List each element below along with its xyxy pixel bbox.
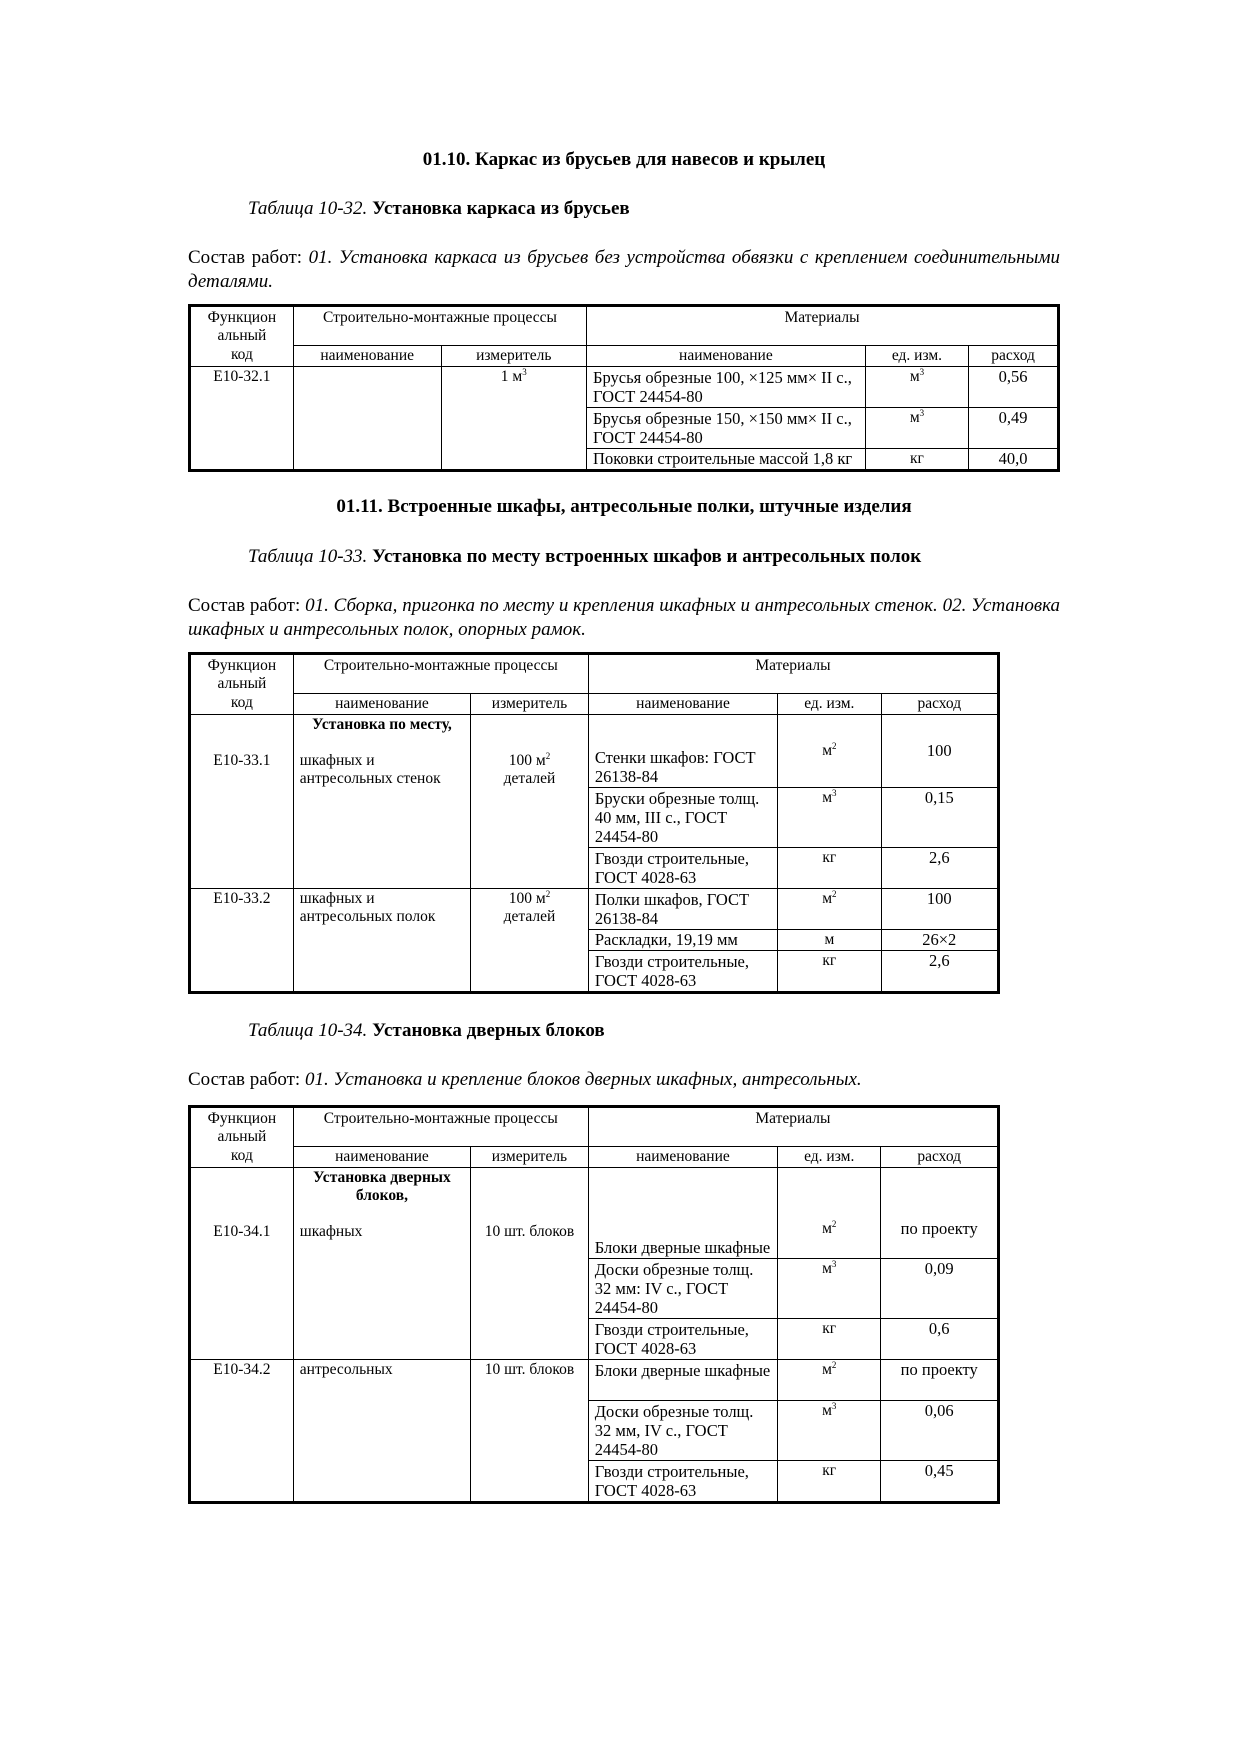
meter-cell: 10 шт. блоков	[471, 1359, 589, 1502]
material-unit: кг	[778, 1460, 881, 1502]
header-mat-rate: расход	[881, 1146, 999, 1167]
sostav-text: 01. Установка каркаса из брусьев без устройства обвязки с креплением соединительными деталями.	[188, 247, 1061, 292]
table-row	[190, 888, 999, 929]
material-unit: $м^3$	[865, 366, 969, 407]
material-rate: 26×2	[881, 929, 998, 950]
sostav-label: Состав работ:	[188, 247, 303, 268]
material-rate: 100	[881, 714, 998, 787]
header-proc-meter: измеритель	[471, 693, 589, 714]
material-rate: 0,56	[969, 366, 1059, 407]
proc-cell: шкафных и антресольных полок	[293, 888, 470, 992]
meter-cell: 100 $м^2$ деталей	[471, 888, 589, 992]
meter-cell: 100 $м^2$ деталей	[471, 714, 589, 888]
header-mat-unit: ед. изм.	[865, 345, 969, 366]
section-title-01-10: 01.10. Каркас из брусьев для навесов и крылец	[422, 149, 826, 170]
header-proc-meter: измеритель	[441, 345, 587, 366]
work-composition-10-34	[188, 1068, 1060, 1092]
material-rate: 0,09	[881, 1258, 999, 1318]
table-10-32-heading	[248, 198, 630, 220]
table-row	[190, 1359, 999, 1400]
material-name: Стенки шкафов: ГОСТ 26138-84	[588, 714, 777, 787]
material-name: Гвозди строительные, ГОСТ 4028-63	[588, 1460, 777, 1502]
table-title: Установка каркаса из брусьев	[372, 198, 630, 219]
material-name: Доски обрезные толщ. 32 мм, IV с., ГОСТ 24454-80	[588, 1400, 777, 1460]
header-code-suffix: код	[190, 345, 294, 366]
proc-cell: Установка дверных блоков, шкафных	[293, 1167, 470, 1359]
header-materials: Материалы	[588, 1107, 998, 1147]
code-cell: Е10-34.2	[190, 1359, 294, 1502]
material-name: Гвозди строительные, ГОСТ 4028-63	[588, 1318, 777, 1359]
header-materials: Материалы	[588, 654, 998, 694]
material-rate: 0,15	[881, 787, 998, 847]
table-row	[190, 366, 1059, 407]
material-rate: 0,45	[881, 1460, 999, 1502]
material-rate: 100	[881, 888, 998, 929]
header-materials: Материалы	[587, 306, 1059, 346]
code-cell: Е10-33.1	[190, 714, 294, 888]
material-name: Гвозди строительные, ГОСТ 4028-63	[588, 847, 777, 888]
sostav-text: 01. Сборка, пригонка по месту и крепления шкафных и антресольных стенок. 02. Установка шкафных и антресольных полок, опорных рамок.	[188, 595, 1060, 640]
table-title: Установка по месту встроенных шкафов и антресольных полок	[372, 546, 922, 567]
group-title: Установка по месту,	[312, 715, 452, 733]
material-rate: по проекту	[881, 1359, 999, 1400]
table-10-33-heading	[248, 546, 921, 568]
material-unit: $м^3$	[778, 1258, 881, 1318]
material-rate: 2,6	[881, 950, 998, 992]
header-processes: Строительно-монтажные процессы	[293, 306, 586, 346]
material-name: Брусья обрезные 100, ×125 мм× II с., ГОСТ 24454-80	[587, 366, 866, 407]
header-mat-name: наименование	[588, 693, 777, 714]
header-proc-meter: измеритель	[471, 1146, 589, 1167]
material-rate: 0,49	[969, 407, 1059, 448]
header-code-suffix: код	[190, 1146, 294, 1167]
material-rate: 40,0	[969, 448, 1059, 470]
proc-cell: Установка по месту, шкафных и антресольных стенок	[293, 714, 470, 888]
section-title-01-11: 01.11. Встроенные шкафы, антресольные полки, штучные изделия	[336, 496, 912, 517]
work-composition-10-33	[188, 594, 1060, 642]
header-code: Функцион альный	[190, 654, 294, 694]
material-name: Блоки дверные шкафные	[588, 1359, 777, 1400]
meter-cell: 1 $м^3$	[441, 366, 587, 470]
table-10-33	[188, 652, 1000, 994]
material-name: Раскладки, 19,19 мм	[588, 929, 777, 950]
header-proc-name: наименование	[293, 1146, 470, 1167]
table-row	[190, 1167, 999, 1258]
work-composition-10-32	[188, 246, 1060, 294]
proc-cell	[293, 366, 441, 470]
header-mat-name: наименование	[587, 345, 866, 366]
code-cell: Е10-33.2	[190, 888, 294, 992]
header-proc-name: наименование	[293, 345, 441, 366]
material-rate: 0,6	[881, 1318, 999, 1359]
table-row	[190, 714, 999, 787]
material-rate: 2,6	[881, 847, 998, 888]
header-processes: Строительно-монтажные процессы	[293, 1107, 588, 1147]
table-title: Установка дверных блоков	[372, 1020, 605, 1041]
material-rate: по проекту	[881, 1167, 999, 1258]
material-unit: $м^2$	[778, 1359, 881, 1400]
sostav-label: Состав работ:	[188, 595, 301, 616]
material-unit: $м^3$	[865, 407, 969, 448]
sostav-label: Состав работ:	[188, 1069, 301, 1090]
header-mat-rate: расход	[969, 345, 1059, 366]
header-mat-unit: ед. изм.	[778, 693, 881, 714]
material-unit: кг	[778, 847, 881, 888]
material-name: Бруски обрезные толщ. 40 мм, III с., ГОСТ 24454-80	[588, 787, 777, 847]
table-caption: Таблица 10-32.	[248, 198, 368, 219]
meter-cell: 10 шт. блоков	[471, 1167, 589, 1359]
table-10-34	[188, 1105, 1000, 1504]
header-code: Функцион альный	[190, 306, 294, 346]
header-processes: Строительно-монтажные процессы	[293, 654, 588, 694]
material-unit: кг	[865, 448, 969, 470]
material-name: Гвозди строительные, ГОСТ 4028-63	[588, 950, 777, 992]
material-name: Брусья обрезные 150, ×150 мм× II с., ГОСТ 24454-80	[587, 407, 866, 448]
material-name: Поковки строительные массой 1,8 кг	[587, 448, 866, 470]
table-caption: Таблица 10-34.	[248, 1020, 368, 1041]
proc-cell: антресольных	[293, 1359, 470, 1502]
header-mat-unit: ед. изм.	[778, 1146, 881, 1167]
material-unit: $м^3$	[778, 1400, 881, 1460]
material-name: Полки шкафов, ГОСТ 26138-84	[588, 888, 777, 929]
material-name: Доски обрезные толщ. 32 мм: IV с., ГОСТ 24454-80	[588, 1258, 777, 1318]
material-unit: кг	[778, 950, 881, 992]
table-caption: Таблица 10-33.	[248, 546, 368, 567]
header-mat-name: наименование	[588, 1146, 777, 1167]
code-cell: Е10-32.1	[190, 366, 294, 470]
header-mat-rate: расход	[881, 693, 998, 714]
material-unit: кг	[778, 1318, 881, 1359]
material-unit: $м^2$	[778, 888, 881, 929]
material-unit: $м^2$	[778, 714, 881, 787]
table-10-34-heading	[248, 1020, 605, 1042]
table-10-32	[188, 304, 1060, 472]
code-cell: Е10-34.1	[190, 1167, 294, 1359]
header-code-suffix: код	[190, 693, 294, 714]
header-code: Функцион альный	[190, 1107, 294, 1147]
header-proc-name: наименование	[293, 693, 470, 714]
material-unit: м	[778, 929, 881, 950]
group-title: Установка дверных блоков,	[313, 1168, 451, 1204]
sostav-text: 01. Установка и крепление блоков дверных шкафных, антресольных.	[304, 1069, 862, 1090]
material-unit: $м^2$	[778, 1167, 881, 1258]
material-unit: $м^3$	[778, 787, 881, 847]
material-rate: 0,06	[881, 1400, 999, 1460]
material-name: Блоки дверные шкафные	[588, 1167, 777, 1258]
